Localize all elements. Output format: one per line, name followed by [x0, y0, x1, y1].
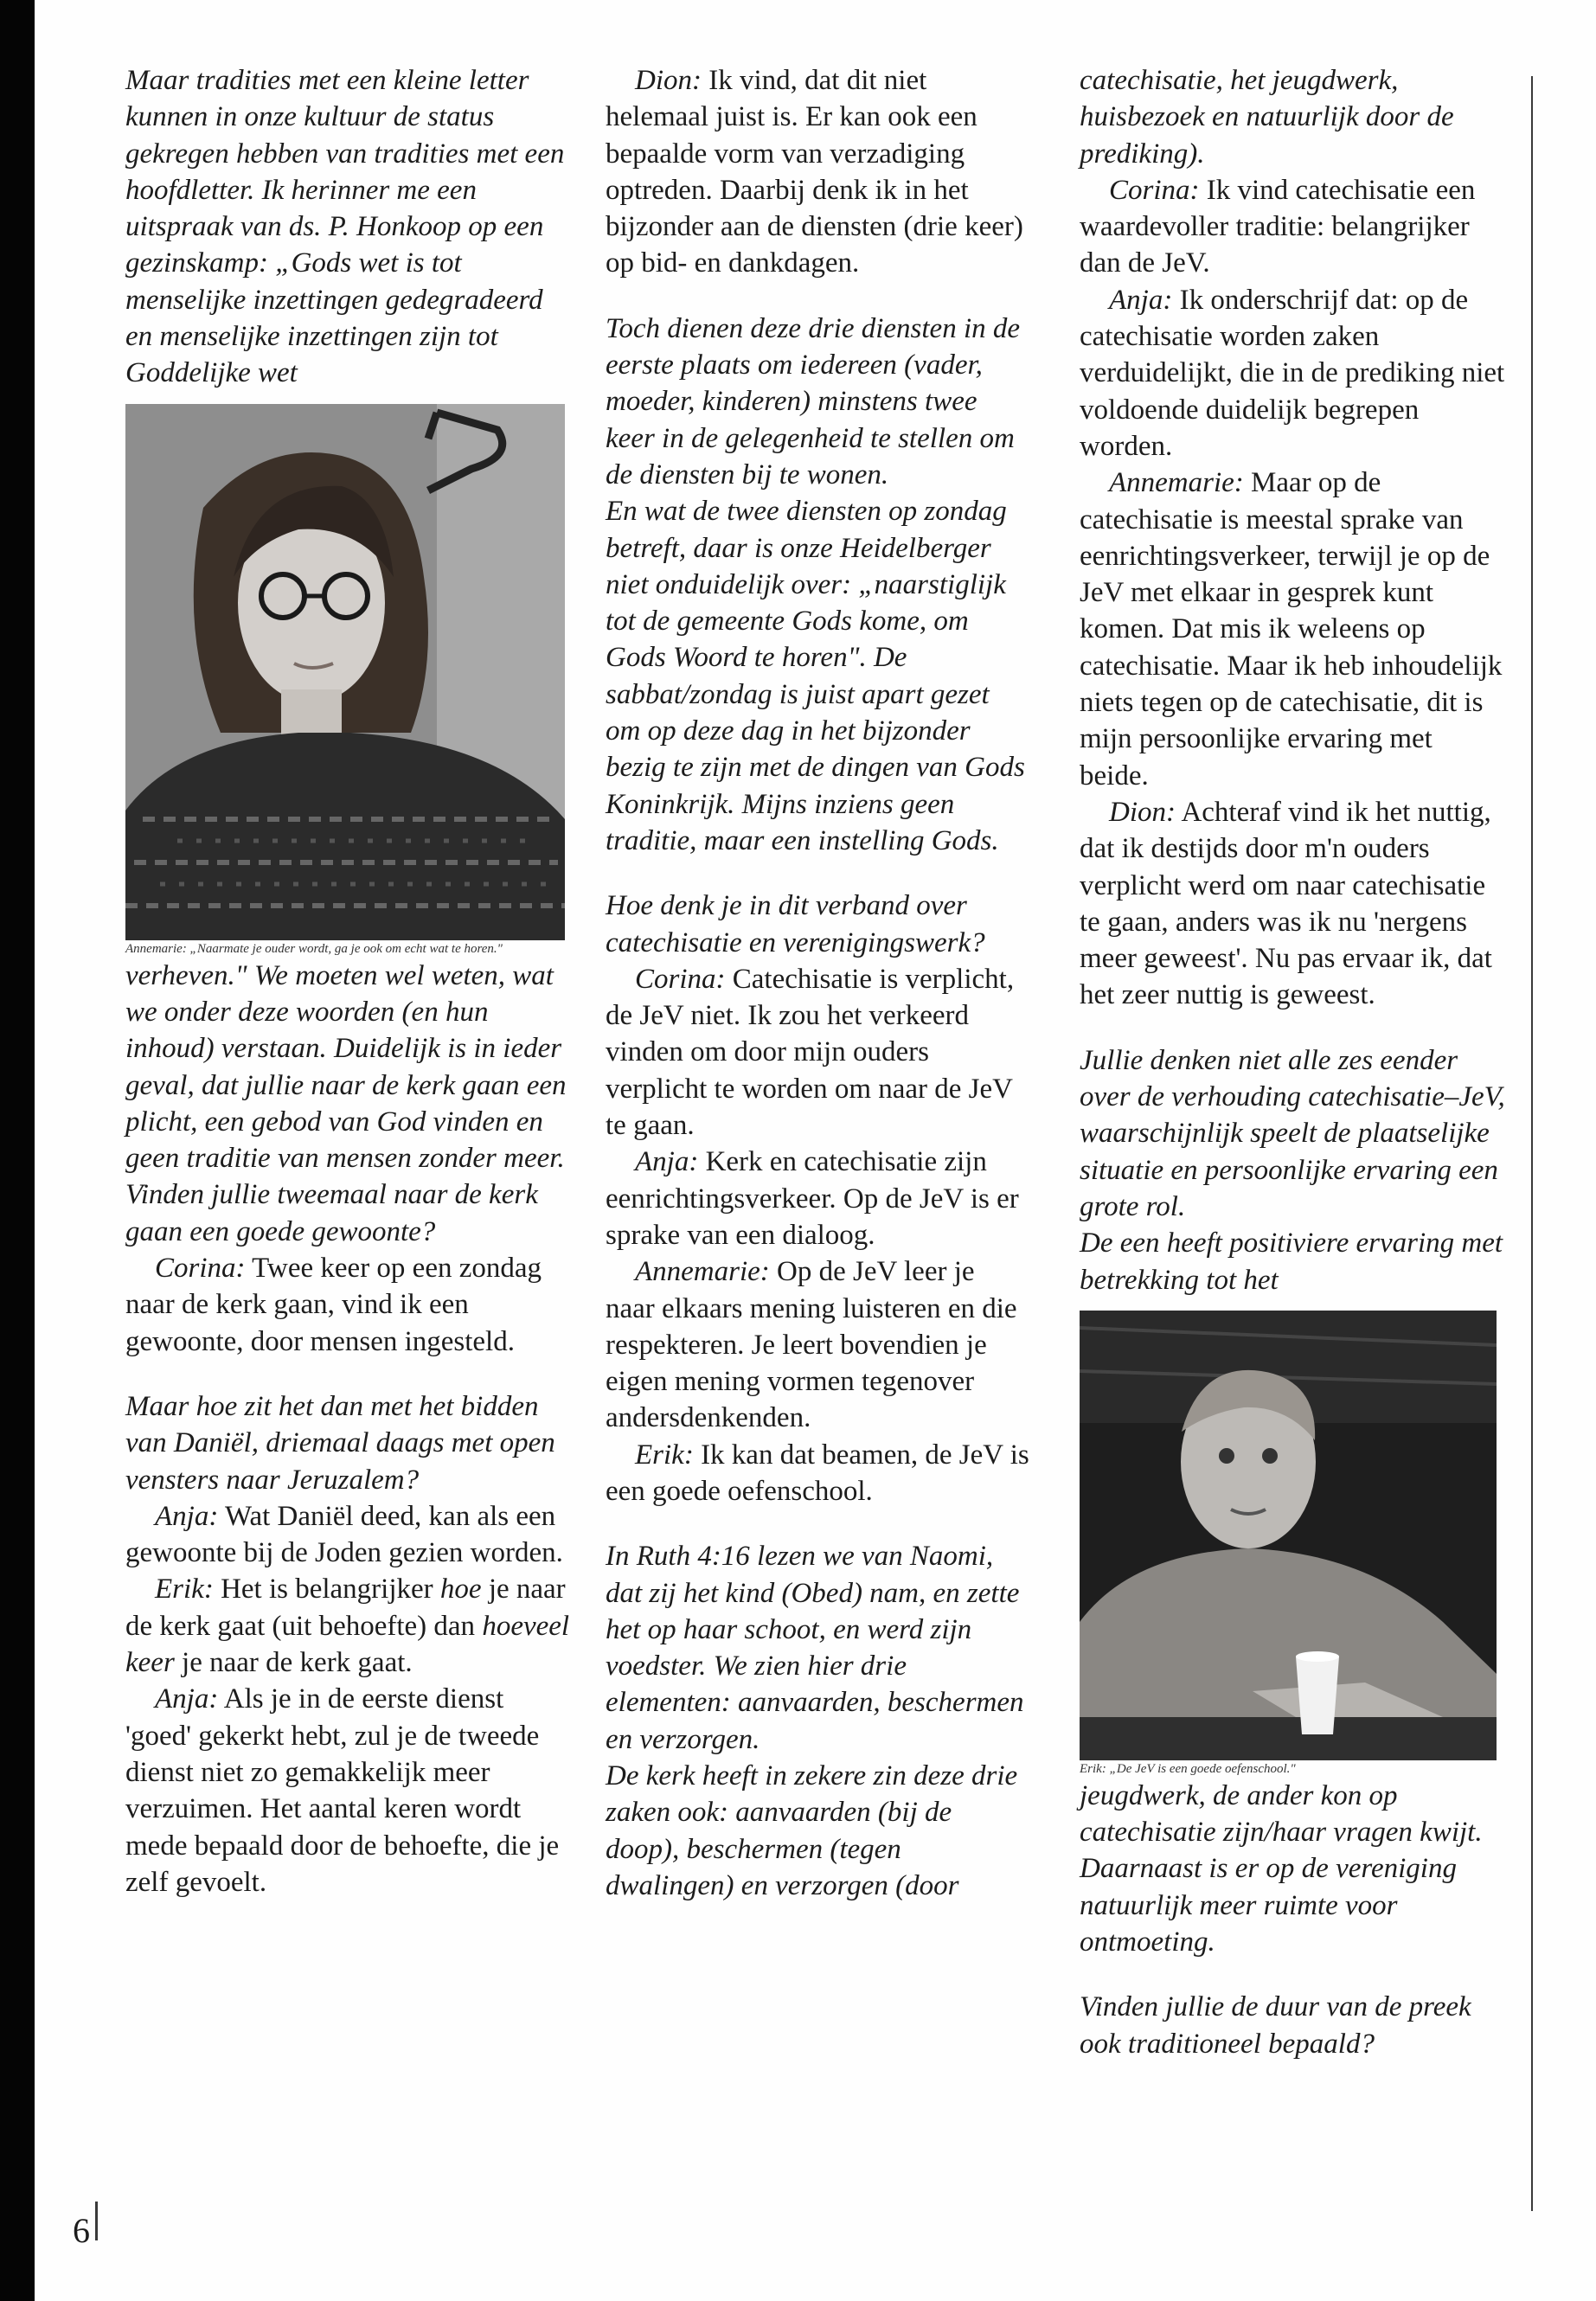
paragraph: jeugdwerk, de ander kon op catechisatie zijn/haar vragen kwijt. Daarnaast is er op de vereniging natuurlijk meer ruimte voor ontmoeting.	[1080, 1779, 1483, 1958]
speaker: Erik:	[155, 1574, 214, 1606]
paragraph: De een heeft positiviere ervaring met betrekking tot het	[1080, 1227, 1503, 1296]
speaker: Anja:	[635, 1146, 699, 1178]
speaker: Anja:	[155, 1683, 219, 1715]
paragraph: Maar tradities met een kleine letter kunnen in onze kultuur de status gekregen hebben van tradities met een hoofdletter. Ik herinner me een uitspraak van ds. P. Honkoop op een gezinskamp: „Gods wet is tot menselijke inzettingen gedegradeerd en menselijke inzettingen zijn tot Goddelijke wet	[125, 65, 565, 389]
photo-caption: Annemarie: „Naarmate je ouder wordt, ga je ook om echt wat te horen."	[125, 941, 503, 956]
answer: Dion: Achteraf vind ik het nuttig, dat ik destijds door m'n ouders verplicht werd om naar catechisatie te gaan, anders was ik nu 'nergens meer geweest'. Nu pas ervaar ik, dat het zeer nuttig is geweest.	[1080, 796, 1492, 1011]
paragraph: De kerk heeft in zekere zin deze drie zaken ook: aanvaarden (bij de doop), beschermen (tegen dwalingen) en verzorgen (door	[606, 1760, 1018, 1901]
speaker: Dion:	[635, 65, 702, 96]
paragraph: En wat de twee diensten op zondag betreft, daar is onze Heidelberger niet onduidelijk over: „naarstiglijk tot de gemeente Gods kome, om Gods Woord te horen". De sabbat/zondag is juist apart gezet om op deze dag in het bijzonder bezig te zijn met de dingen van Gods Koninkrijk. Mijns inziens geen traditie, maar een instelling Gods.	[606, 496, 1025, 856]
answer: Anja: Als je in de eerste dienst 'goed' gekerkt hebt, zul je de tweede dienst niet zo gemakkelijk meer verzuimen. Het aantal keren wordt mede bepaald door de behoefte, die je zelf gevoelt.	[125, 1683, 560, 1898]
answer: Corina: Twee keer op een zondag naar de kerk gaan, vind ik een gewoonte, door mensen ingesteld.	[125, 1253, 542, 1357]
page-number-rule	[95, 2202, 98, 2240]
speaker: Anja:	[155, 1500, 219, 1532]
right-margin-rule	[1531, 76, 1533, 2211]
column-right	[1080, 62, 1508, 2062]
answer: Corina: Catechisatie is verplicht, de JeV niet. Ik zou het verkeerd vinden om door mijn ouders verplicht te worden om naar de JeV te gaan.	[606, 963, 1015, 1142]
answer: Anja: Kerk en catechisatie zijn eenrichtingsverkeer. Op de JeV is er sprake van een dialoog.	[606, 1146, 1019, 1251]
speaker: Corina:	[635, 963, 726, 995]
question: Vinden jullie de duur van de preek ook traditioneel bepaald?	[1080, 1991, 1471, 2060]
answer: Anja: Wat Daniël deed, kan als een gewoonte bij de Joden gezien worden.	[125, 1500, 563, 1569]
answer: Corina: Ik vind catechisatie een waardevoller traditie: belangrijker dan de JeV.	[1080, 174, 1476, 279]
scan-edge	[0, 0, 35, 2301]
paragraph: In Ruth 4:16 lezen we van Naomi, dat zij het kind (Obed) nam, en zette het op haar schoot, en werd zijn voedster. We zien hier drie elementen: aanvaarden, beschermen en verzorgen.	[606, 1541, 1024, 1755]
speaker: Annemarie:	[635, 1256, 770, 1288]
photo-caption: Erik: „De JeV is een goede oefenschool."	[1080, 1761, 1296, 1776]
photo-annemarie	[125, 404, 565, 940]
speaker: Annemarie:	[1109, 467, 1244, 499]
question: Hoe denk je in dit verband over catechisatie en verenigingswerk?	[606, 890, 985, 958]
page-number: 6	[73, 2211, 90, 2250]
paragraph: verheven." We moeten wel weten, wat we onder deze woorden (en hun inhoud) verstaan. Duidelijk is in ieder geval, dat jullie naar de kerk gaan een plicht, een gebod van God vinden en geen traditie van mensen zonder meer.	[125, 959, 567, 1175]
answer: Anja: Ik onderschrijf dat: op de catechisatie worden zaken verduidelijkt, die in de prediking niet voldoende duidelijk begrepen worden.	[1080, 284, 1505, 462]
paragraph: Toch dienen deze drie diensten in de eerste plaats om iedereen (vader, moeder, kinderen) minstens twee keer in de gelegenheid te stellen om de diensten bij te wonen.	[606, 312, 1021, 490]
answer: Annemarie: Maar op de catechisatie is meestal sprake van eenrichtingsverkeer, terwijl je op de JeV met elkaar in gesprek kunt komen. Dat mis ik weleens op catechisatie. Maar ik heb inhoudelijk niets tegen op de catechisatie, dit is mijn persoonlijke ervaring met beide.	[1080, 467, 1503, 792]
answer: Erik: Ik kan dat beamen, de JeV is een goede oefenschool.	[606, 1439, 1029, 1507]
speaker: Corina:	[1109, 174, 1200, 206]
speaker: Anja:	[1109, 284, 1173, 316]
speaker: Corina:	[155, 1253, 246, 1285]
answer: Annemarie: Op de JeV leer je naar elkaars mening luisteren en die respekteren. Je leert bovendien je eigen mening vormen tegenover andersdenkenden.	[606, 1256, 1017, 1434]
speaker: Dion:	[1109, 796, 1176, 828]
column-left	[125, 62, 575, 1900]
answer: Erik: Het is belangrijker hoe je naar de kerk gaat (uit behoefte) dan hoeveel keer je naar de kerk gaat.	[125, 1574, 570, 1679]
column-middle	[606, 62, 1029, 1904]
photo-erik	[1080, 1311, 1497, 1760]
answer: Dion: Ik vind, dat dit niet helemaal juist is. Er kan ook een bepaalde vorm van verzadiging optreden. Daarbij denk ik in het bijzonder aan de diensten (drie keer) op bid- en dankdagen.	[606, 65, 1023, 279]
question: Maar hoe zit het dan met het bidden van Daniël, driemaal daags met open vensters naar Jeruzalem?	[125, 1390, 555, 1496]
paragraph: catechisatie, het jeugdwerk, huisbezoek en natuurlijk door de prediking).	[1080, 65, 1454, 170]
question: Vinden jullie tweemaal naar de kerk gaan een goede gewoonte?	[125, 1179, 538, 1247]
paragraph: Jullie denken niet alle zes eender over de verhouding catechisatie–JeV, waarschijnlijk speelt de plaatselijke situatie en persoonlijke ervaring een grote rol.	[1080, 1044, 1505, 1222]
speaker: Erik:	[635, 1439, 694, 1471]
